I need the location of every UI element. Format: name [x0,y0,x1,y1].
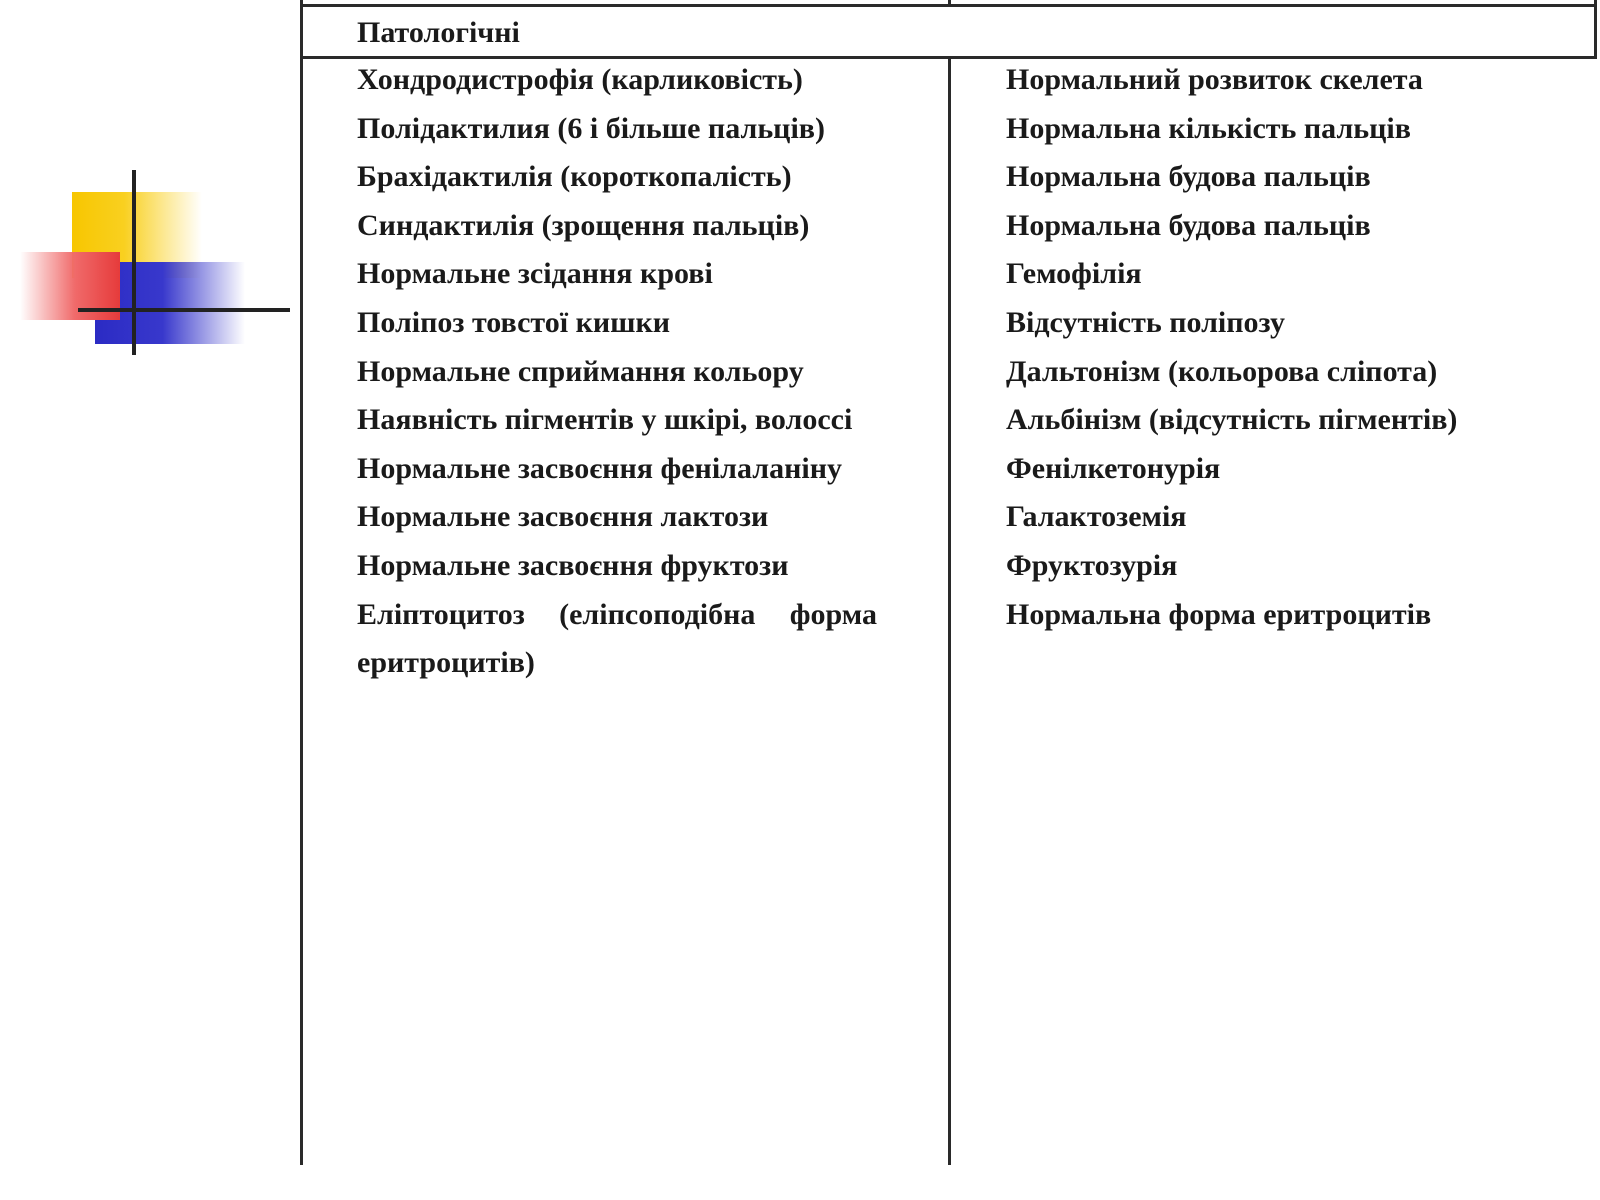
table-border-right [1594,0,1597,58]
left-column [357,56,877,688]
table-header-cell: Патологічні [357,16,520,49]
traits-table [300,0,1597,1165]
table-column-divider-top [948,0,951,6]
table-border-left [300,0,303,1165]
logo-vertical-line [132,170,136,355]
right-entry: Нормальна будова пальців [1006,208,1371,242]
right-entry: Нормальний розвиток скелета [1006,63,1423,96]
right-entry: Фруктозурія [1006,548,1178,582]
left-entry: Еліптоцитоз (еліпсоподібна форма еритроцитів) [357,597,877,680]
left-entry: Полідактилия (6 і більше пальців) [357,111,825,145]
left-entry: Поліпоз товстої кишки [357,305,671,339]
slide-logo-icon [20,170,290,355]
left-entry: Хондродистрофія (карликовість) [357,63,803,96]
right-entry: Нормальна будова пальців [1006,160,1371,194]
right-entry: Галактоземія [1006,500,1187,534]
left-entry: Нормальне сприймання кольору [357,354,804,388]
left-entry: Нормальне зсідання крові [357,257,713,291]
left-entry: Наявність пігментів у шкірі, волоссі [357,403,853,437]
right-entry: Гемофілія [1006,257,1142,291]
right-entry: Нормальна форма еритроцитів [1006,597,1432,631]
right-entry: Фенілкетонурія [1006,451,1221,485]
table-column-divider [948,58,951,1165]
right-entry: Відсутність поліпозу [1006,305,1285,339]
right-column [1006,56,1528,639]
left-entry: Нормальне засвоєння фенілаланіну [357,451,843,485]
right-entry: Дальтонізм (кольорова сліпота) [1006,354,1438,388]
right-entry: Нормальна кількість пальців [1006,111,1411,145]
left-entry: Брахідактилія (короткопалість) [357,160,792,194]
right-entry: Альбінізм (відсутність пігментів) [1006,403,1458,437]
left-entry: Нормальне засвоєння лактози [357,500,769,534]
left-entry: Синдактилія (зрощення пальців) [357,208,810,242]
logo-horizontal-line [78,308,290,312]
left-entry: Нормальне засвоєння фруктози [357,548,789,582]
